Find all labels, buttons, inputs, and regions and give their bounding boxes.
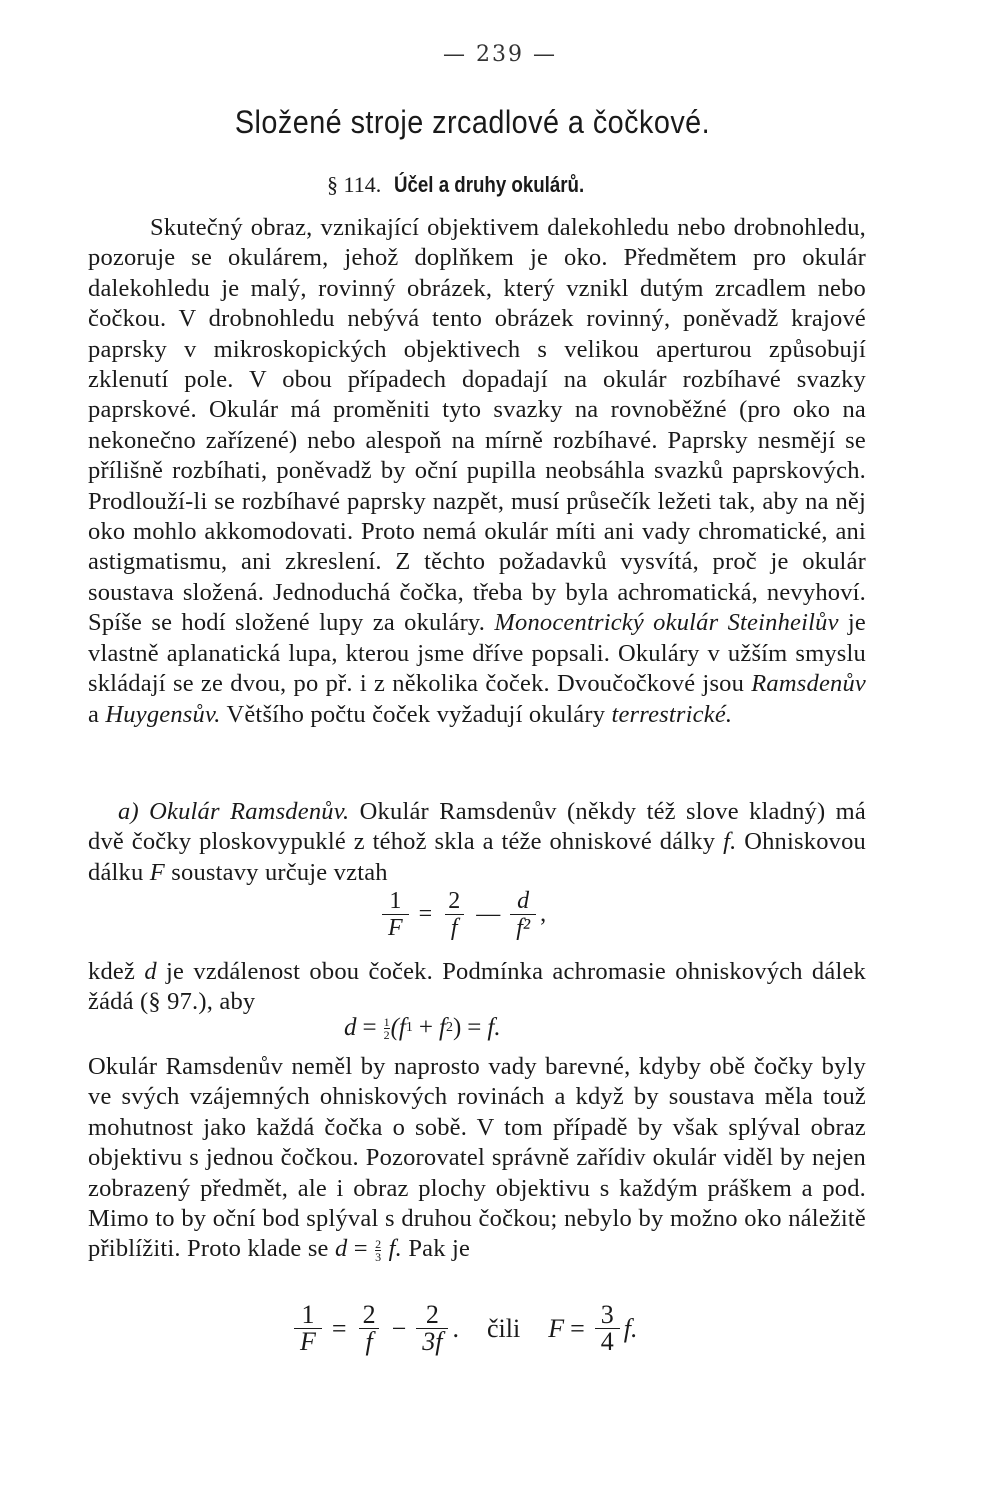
operator: +	[418, 1014, 433, 1041]
equation-focal	[378, 888, 546, 941]
fraction	[510, 888, 536, 941]
numerator: 2	[425, 1300, 439, 1329]
punctuation: ,	[540, 901, 547, 927]
denominator: 4	[595, 1328, 620, 1355]
var-f: f.	[388, 1235, 402, 1263]
operator: =	[353, 1235, 368, 1263]
numerator: 2	[362, 1300, 376, 1329]
fraction	[382, 888, 409, 941]
text-run: Ohniskovou dálku	[88, 828, 867, 886]
term-ramsden: Ramsdenův	[751, 670, 866, 698]
paragraph-achromasy	[88, 957, 866, 1018]
paragraph-defect	[88, 1052, 866, 1265]
section-number: § 114.	[327, 172, 382, 197]
denominator: f	[359, 1328, 378, 1355]
term: f	[439, 1014, 446, 1041]
fraction-two-thirds	[375, 1238, 381, 1263]
numerator: 2	[375, 1237, 382, 1252]
numerator: d	[517, 888, 530, 914]
var-d: d	[144, 958, 157, 985]
conjunction: čili	[486, 1313, 521, 1343]
operator: −	[391, 1313, 407, 1343]
fraction	[294, 1302, 322, 1355]
subscript: 1	[405, 1020, 413, 1035]
operator: =	[362, 1014, 377, 1041]
text-run: kdež	[88, 958, 136, 985]
numerator: 1	[383, 1014, 390, 1029]
subscript: 2	[445, 1020, 453, 1035]
denominator: F	[382, 914, 409, 941]
var-f: f.	[623, 1313, 638, 1343]
fraction-half	[384, 1016, 390, 1041]
fraction	[357, 1302, 382, 1355]
page-number: — 239 —	[443, 42, 557, 67]
denominator: f²	[510, 914, 536, 941]
term-steinheil: Monocentrický okulár Steinheilův	[494, 609, 839, 637]
denominator: 3f	[416, 1328, 448, 1355]
numerator: 1	[389, 888, 402, 914]
fraction	[442, 888, 466, 941]
fraction	[416, 1302, 448, 1355]
equation-result	[290, 1302, 637, 1355]
term: (f	[390, 1014, 406, 1041]
term-terrestrial: terrestrické.	[611, 700, 733, 728]
var-d: d	[334, 1235, 348, 1263]
text-run: Okulár Ramsdenův neměl by naprosto vady barevné, kdyby obě čočky byly ve svých vzájemných ohniskových rovinách a když by soustava měla touž mohutnost jako každá čočka o sobě. V tom případě by však splýval obraz objektivu s jednou čočkou. Pozorovatel správně zařídiv okulár viděl by nejen zobrazený předmět, ale i obraz plochy objektivu s každým práškem a pod. Mimo to by oční bod splýval s druhou čočkou; nebylo by možno oko náležitě přiblížiti. Proto klade se	[88, 1053, 866, 1263]
text-run: soustavy určuje vztah	[171, 858, 388, 886]
section-title: Účel a druhy okulárů.	[394, 172, 585, 197]
equation-achromasy	[344, 1014, 501, 1042]
section-heading	[0, 172, 945, 198]
operator: —	[476, 901, 501, 927]
text-run: a	[88, 700, 100, 728]
operator: =	[570, 1313, 585, 1343]
paren: )	[452, 1014, 462, 1041]
var-F: F	[548, 1313, 565, 1343]
text-run: Většího počtu čoček vyžadují okuláry	[226, 700, 606, 728]
punctuation: .	[452, 1313, 459, 1343]
text-run: Okulár Ramsdenův (někdy též slove kladný) má dvě čočky ploskovypuklé z téhož skla a téže ohniskové dálky	[88, 798, 866, 856]
operator: =	[331, 1313, 347, 1343]
chapter-title: Složené stroje zrcadlové a čočkové.	[234, 104, 711, 140]
operator: =	[467, 1014, 482, 1041]
subsection-label: a) Okulár Ramsdenův.	[118, 798, 350, 825]
text-run: je vzdálenost obou čoček. Podmínka achromasie ohniskových dálek žádá (§ 97.), aby	[88, 958, 866, 1016]
numerator: 1	[301, 1300, 315, 1329]
numerator: 2	[448, 888, 461, 914]
paragraph-intro	[88, 213, 866, 730]
text-run: Pak je	[408, 1235, 471, 1263]
denominator: F	[294, 1328, 322, 1355]
numerator: 3	[600, 1300, 614, 1329]
paragraph-ramsden	[88, 797, 866, 888]
denominator: f	[445, 914, 464, 941]
operator: =	[418, 901, 433, 927]
term: f.	[487, 1014, 501, 1041]
denominator: 2	[383, 1027, 390, 1042]
denominator: 3	[375, 1250, 382, 1265]
var-d: d	[344, 1014, 357, 1041]
fraction	[595, 1302, 620, 1355]
var-F: F	[149, 858, 165, 886]
term-huygens: Huygensův.	[105, 700, 221, 728]
text-run: je vlastně aplanatická lupa, kterou jsme dříve popsali. Okuláry v užším smyslu skládají se ze dvou, po př. i z několika čoček. Dvoučočkové jsou	[88, 609, 867, 698]
text-run: Skutečný obraz, vznikající objektivem dalekohledu nebo drobnohledu, pozoruje se okulárem, jehož doplňkem je oko. Předmětem pro okulár dalekohledu je malý, rovinný obrázek, který vznikl dutým zrcadlem nebo čočkou. V drobnohledu nebývá tento obrázek rovinný, poněvadž krajové paprsky v mikroskopických objektivech s velikou aperturou způsobují zklenutí pole. V obou případech dopadají na okulár rozbíhavé svazky paprskové. Okulár má proměniti tyto svazky na rovnoběžné (pro oko na nekonečno zařízené) nebo alespoň na mírně rozbíhavé. Paprsky nesmějí se přílišně rozbíhati, poněvadž by oční pupilla neobsáhla svazků paprskových. Prodlouží-li se rozbíhavé paprsky nazpět, musí průsečík ležeti tak, aby na něj oko mohlo akkomodovati. Proto nemá okulár míti ani vady chromatické, ani astigmatismu, ani zkreslení. Z těchto požadavků vysvítá, proč je okulár soustava složená. Jednoduchá čočka, třeba by byla achromatická, nevyhoví. Spíše se hodí složené lupy za okuláry.	[88, 214, 866, 637]
var-f: f.	[723, 828, 737, 856]
